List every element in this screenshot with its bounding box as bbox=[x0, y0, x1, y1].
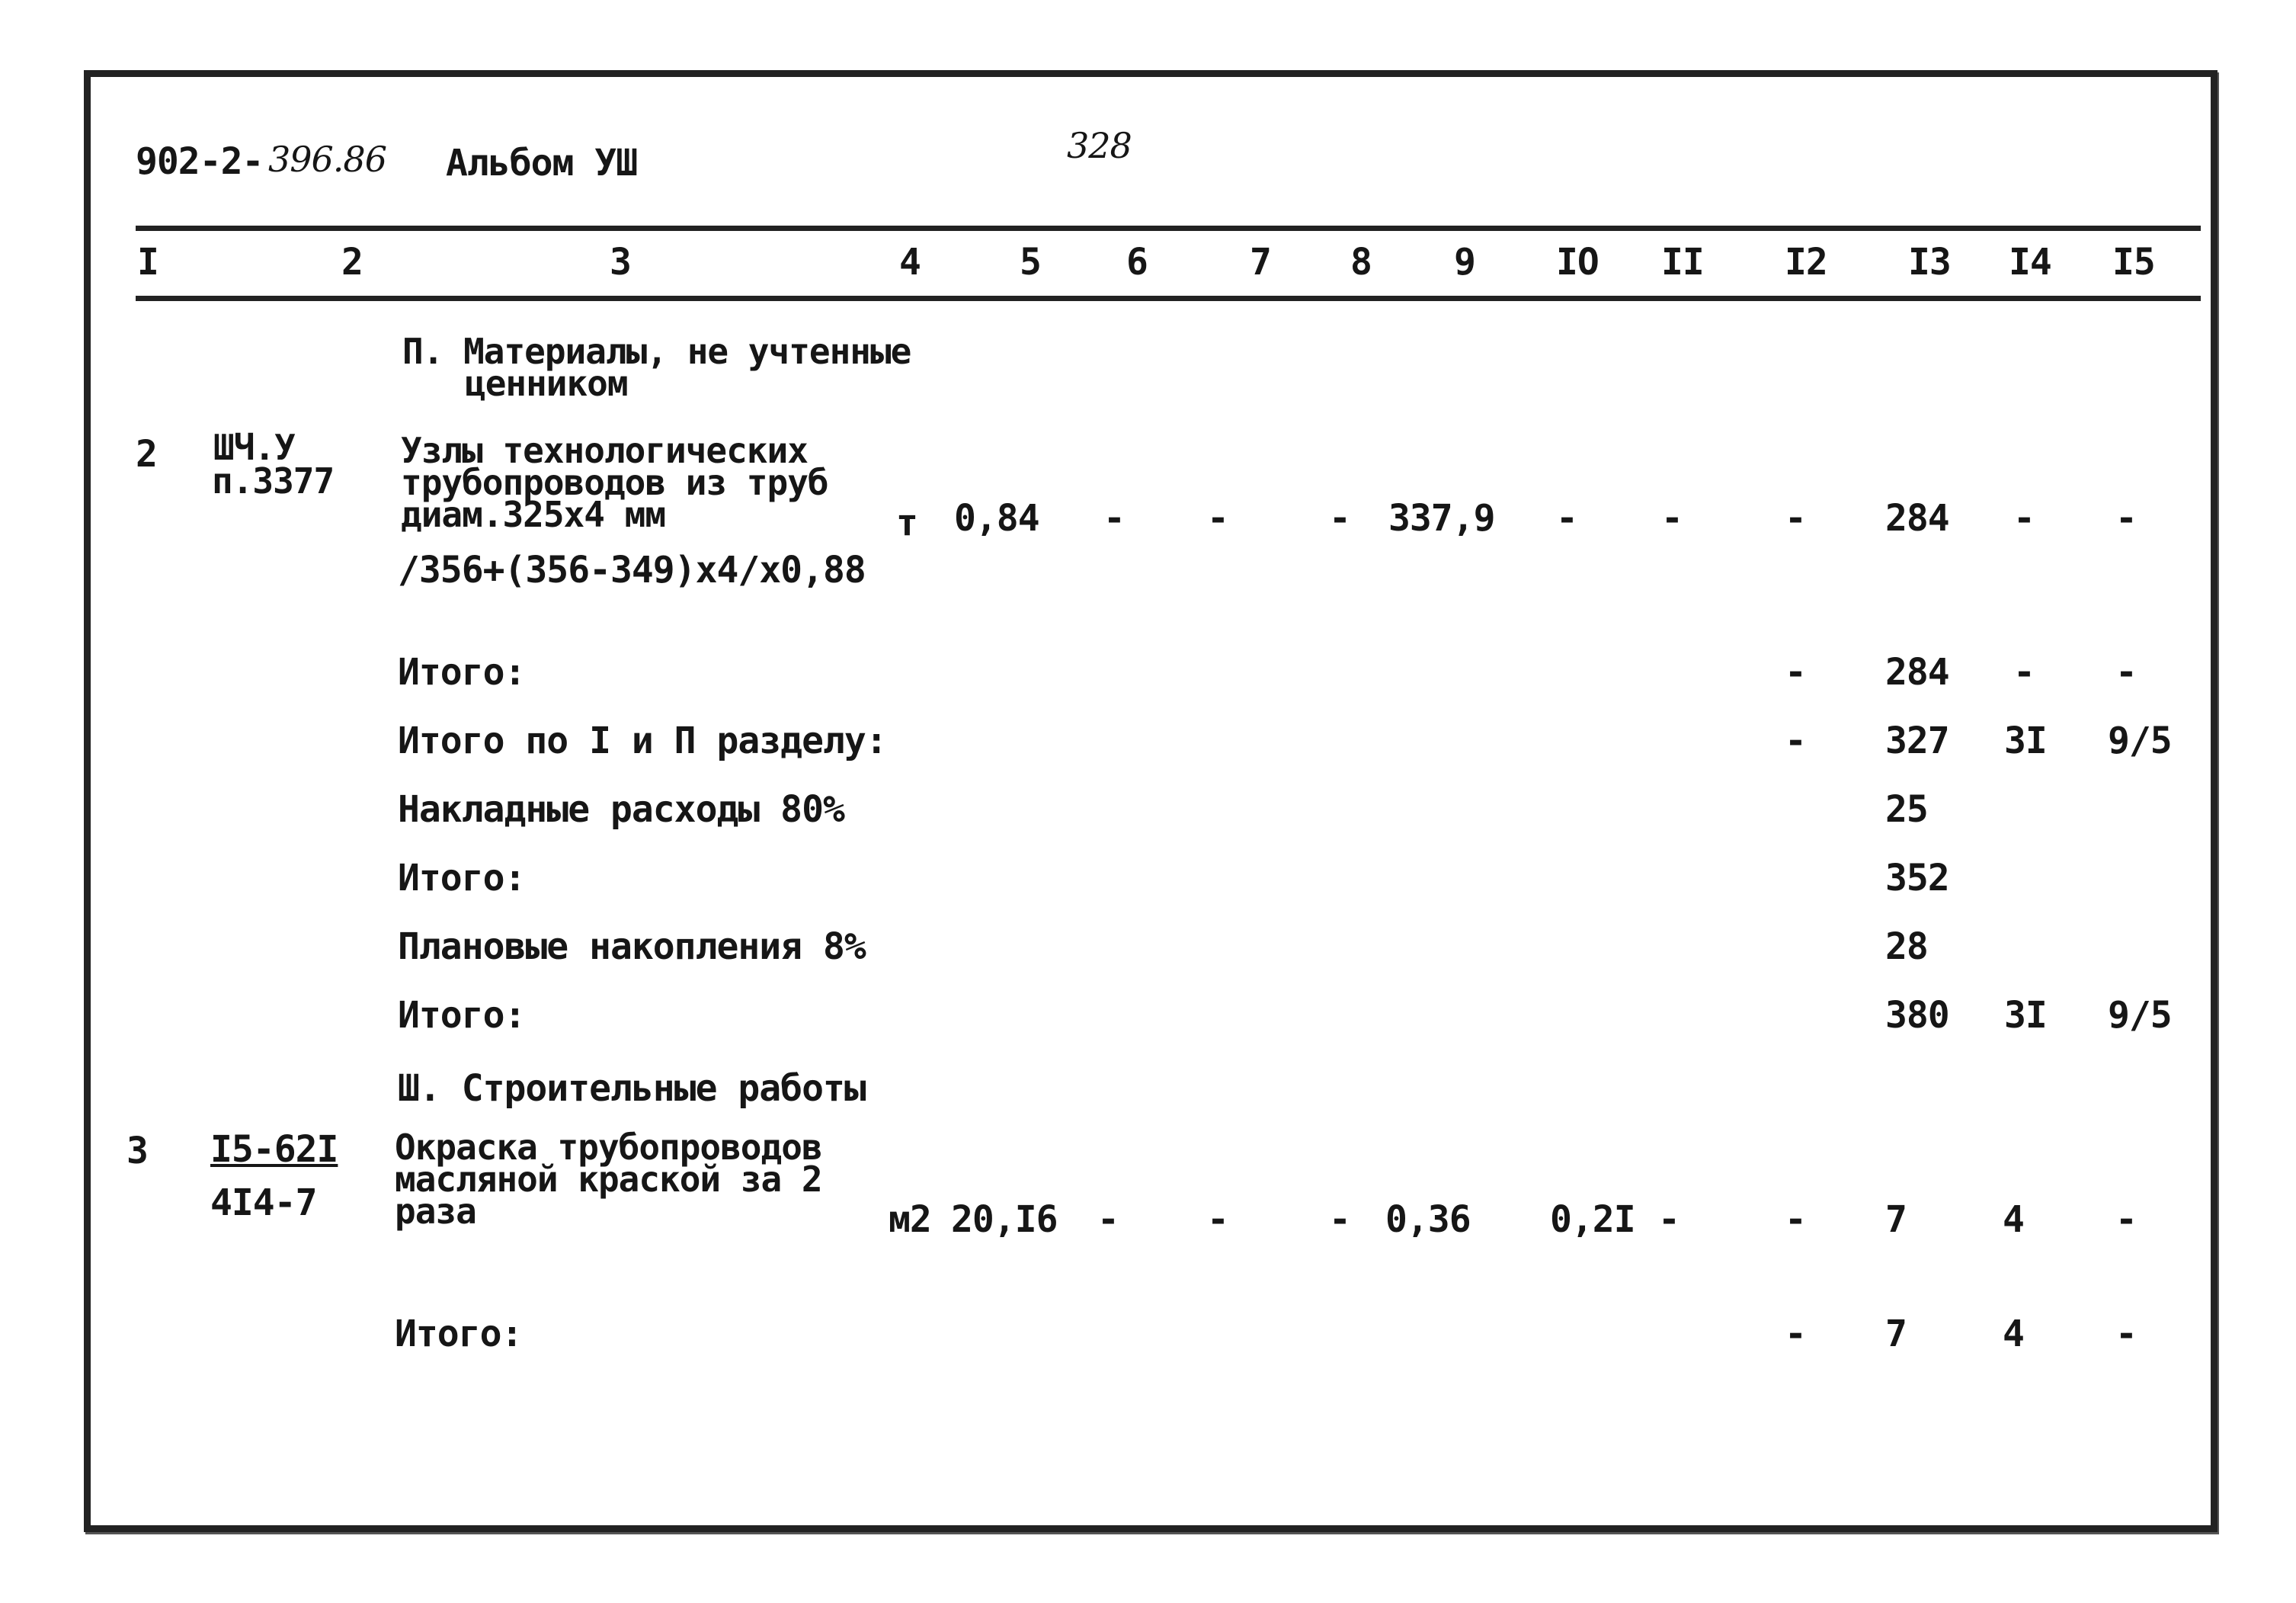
col-3: 3 bbox=[610, 241, 631, 284]
section-3-title: Ш. Строительные работы bbox=[398, 1067, 866, 1110]
header-top-rule bbox=[136, 226, 2201, 231]
total-2-label: Итого по I и П разделу: bbox=[398, 720, 887, 762]
doc-prefix: 902-2- bbox=[136, 140, 264, 183]
final-total-c12: - bbox=[1785, 1313, 1806, 1355]
col-2: 2 bbox=[341, 241, 363, 284]
row2-c10: - bbox=[1556, 497, 1577, 540]
row3-c11: - bbox=[1658, 1198, 1680, 1241]
final-total-c13: 7 bbox=[1885, 1313, 1907, 1355]
row2-qty: 0,84 bbox=[954, 497, 1039, 540]
section-2-title: П. Материалы, не учтенные bbox=[402, 331, 911, 372]
row3-c14: 4 bbox=[2003, 1198, 2024, 1241]
page-number: 328 bbox=[1067, 125, 1132, 166]
row3-desc-3: раза bbox=[395, 1191, 476, 1232]
total-1-c15: - bbox=[2115, 651, 2137, 694]
planned-savings-label: Плановые накопления 8% bbox=[398, 925, 866, 968]
row2-c6: - bbox=[1103, 497, 1125, 540]
total-4-c14: 3I bbox=[2004, 994, 2047, 1037]
header-bottom-rule bbox=[136, 296, 2201, 301]
col-10: IO bbox=[1556, 241, 1599, 284]
row2-c15: - bbox=[2115, 497, 2137, 540]
total-3-c13: 352 bbox=[1885, 857, 1949, 899]
final-total-label: Итого: bbox=[395, 1313, 523, 1355]
col-13: I3 bbox=[1908, 241, 1951, 284]
overhead-label: Накладные расходы 80% bbox=[398, 788, 844, 831]
row3-num: 3 bbox=[126, 1130, 148, 1172]
row3-desc-1: Окраска трубопроводов bbox=[395, 1127, 822, 1168]
row3-c8: - bbox=[1329, 1198, 1350, 1241]
row3-c13: 7 bbox=[1885, 1198, 1907, 1241]
total-4-label: Итого: bbox=[398, 994, 526, 1037]
row2-c12: - bbox=[1785, 497, 1806, 540]
col-12: I2 bbox=[1785, 241, 1827, 284]
final-total-c14: 4 bbox=[2003, 1313, 2024, 1355]
total-1-c12: - bbox=[1785, 651, 1806, 694]
row2-c7: - bbox=[1207, 497, 1228, 540]
row2-unit: т bbox=[896, 502, 917, 544]
planned-savings-c13: 28 bbox=[1885, 925, 1928, 968]
album-label: Альбом УШ bbox=[446, 142, 638, 184]
col-11: II bbox=[1661, 241, 1704, 284]
row2-desc-1: Узлы технологических bbox=[401, 430, 808, 471]
col-1: I bbox=[137, 241, 159, 284]
total-2-c15: 9/5 bbox=[2108, 720, 2172, 762]
row3-c6: - bbox=[1097, 1198, 1119, 1241]
total-1-c14: - bbox=[2013, 651, 2035, 694]
row3-unit: м2 bbox=[889, 1198, 931, 1241]
row3-c15: - bbox=[2115, 1198, 2137, 1241]
final-total-c15: - bbox=[2115, 1313, 2137, 1355]
row3-c10: 0,2I bbox=[1550, 1198, 1635, 1241]
col-7: 7 bbox=[1250, 241, 1271, 284]
row2-c14: - bbox=[2013, 497, 2035, 540]
row2-c13: 284 bbox=[1885, 497, 1949, 540]
col-9: 9 bbox=[1454, 241, 1475, 284]
row3-desc-2: масляной краской за 2 bbox=[395, 1159, 822, 1200]
col-4: 4 bbox=[899, 241, 921, 284]
total-1-c13: 284 bbox=[1885, 651, 1949, 694]
overhead-c13: 25 bbox=[1885, 788, 1928, 831]
total-3-label: Итого: bbox=[398, 857, 526, 899]
col-5: 5 bbox=[1020, 241, 1041, 284]
section-2-title-cont: ценником bbox=[465, 363, 628, 404]
col-14: I4 bbox=[2009, 241, 2051, 284]
row2-code-1: ШЧ.У bbox=[213, 427, 295, 468]
row3-qty: 20,I6 bbox=[951, 1198, 1058, 1241]
row3-c12: - bbox=[1785, 1198, 1806, 1241]
row2-num: 2 bbox=[136, 433, 157, 476]
row2-c11: - bbox=[1661, 497, 1683, 540]
row3-code-2: 4I4-7 bbox=[210, 1181, 317, 1224]
total-2-c12: - bbox=[1785, 720, 1806, 762]
col-6: 6 bbox=[1126, 241, 1148, 284]
row2-c9: 337,9 bbox=[1388, 497, 1495, 540]
row2-desc-2: трубопроводов из труб bbox=[401, 462, 828, 503]
row3-c7: - bbox=[1207, 1198, 1228, 1241]
total-1-label: Итого: bbox=[398, 651, 526, 694]
total-2-c13: 327 bbox=[1885, 720, 1949, 762]
row2-c8: - bbox=[1329, 497, 1350, 540]
row3-c9: 0,36 bbox=[1385, 1198, 1471, 1241]
row2-desc-4: /356+(356-349)х4/х0,88 bbox=[398, 549, 866, 592]
doc-number-handwritten: 396.86 bbox=[268, 139, 386, 180]
col-15: I5 bbox=[2112, 241, 2155, 284]
total-2-c14: 3I bbox=[2004, 720, 2047, 762]
row3-code-1: I5-62I bbox=[210, 1128, 338, 1171]
col-8: 8 bbox=[1350, 241, 1372, 284]
total-4-c15: 9/5 bbox=[2108, 994, 2172, 1037]
total-4-c13: 380 bbox=[1885, 994, 1949, 1037]
row2-desc-3: диам.325х4 мм bbox=[401, 494, 666, 535]
row2-code-2: п.3377 bbox=[212, 460, 335, 502]
